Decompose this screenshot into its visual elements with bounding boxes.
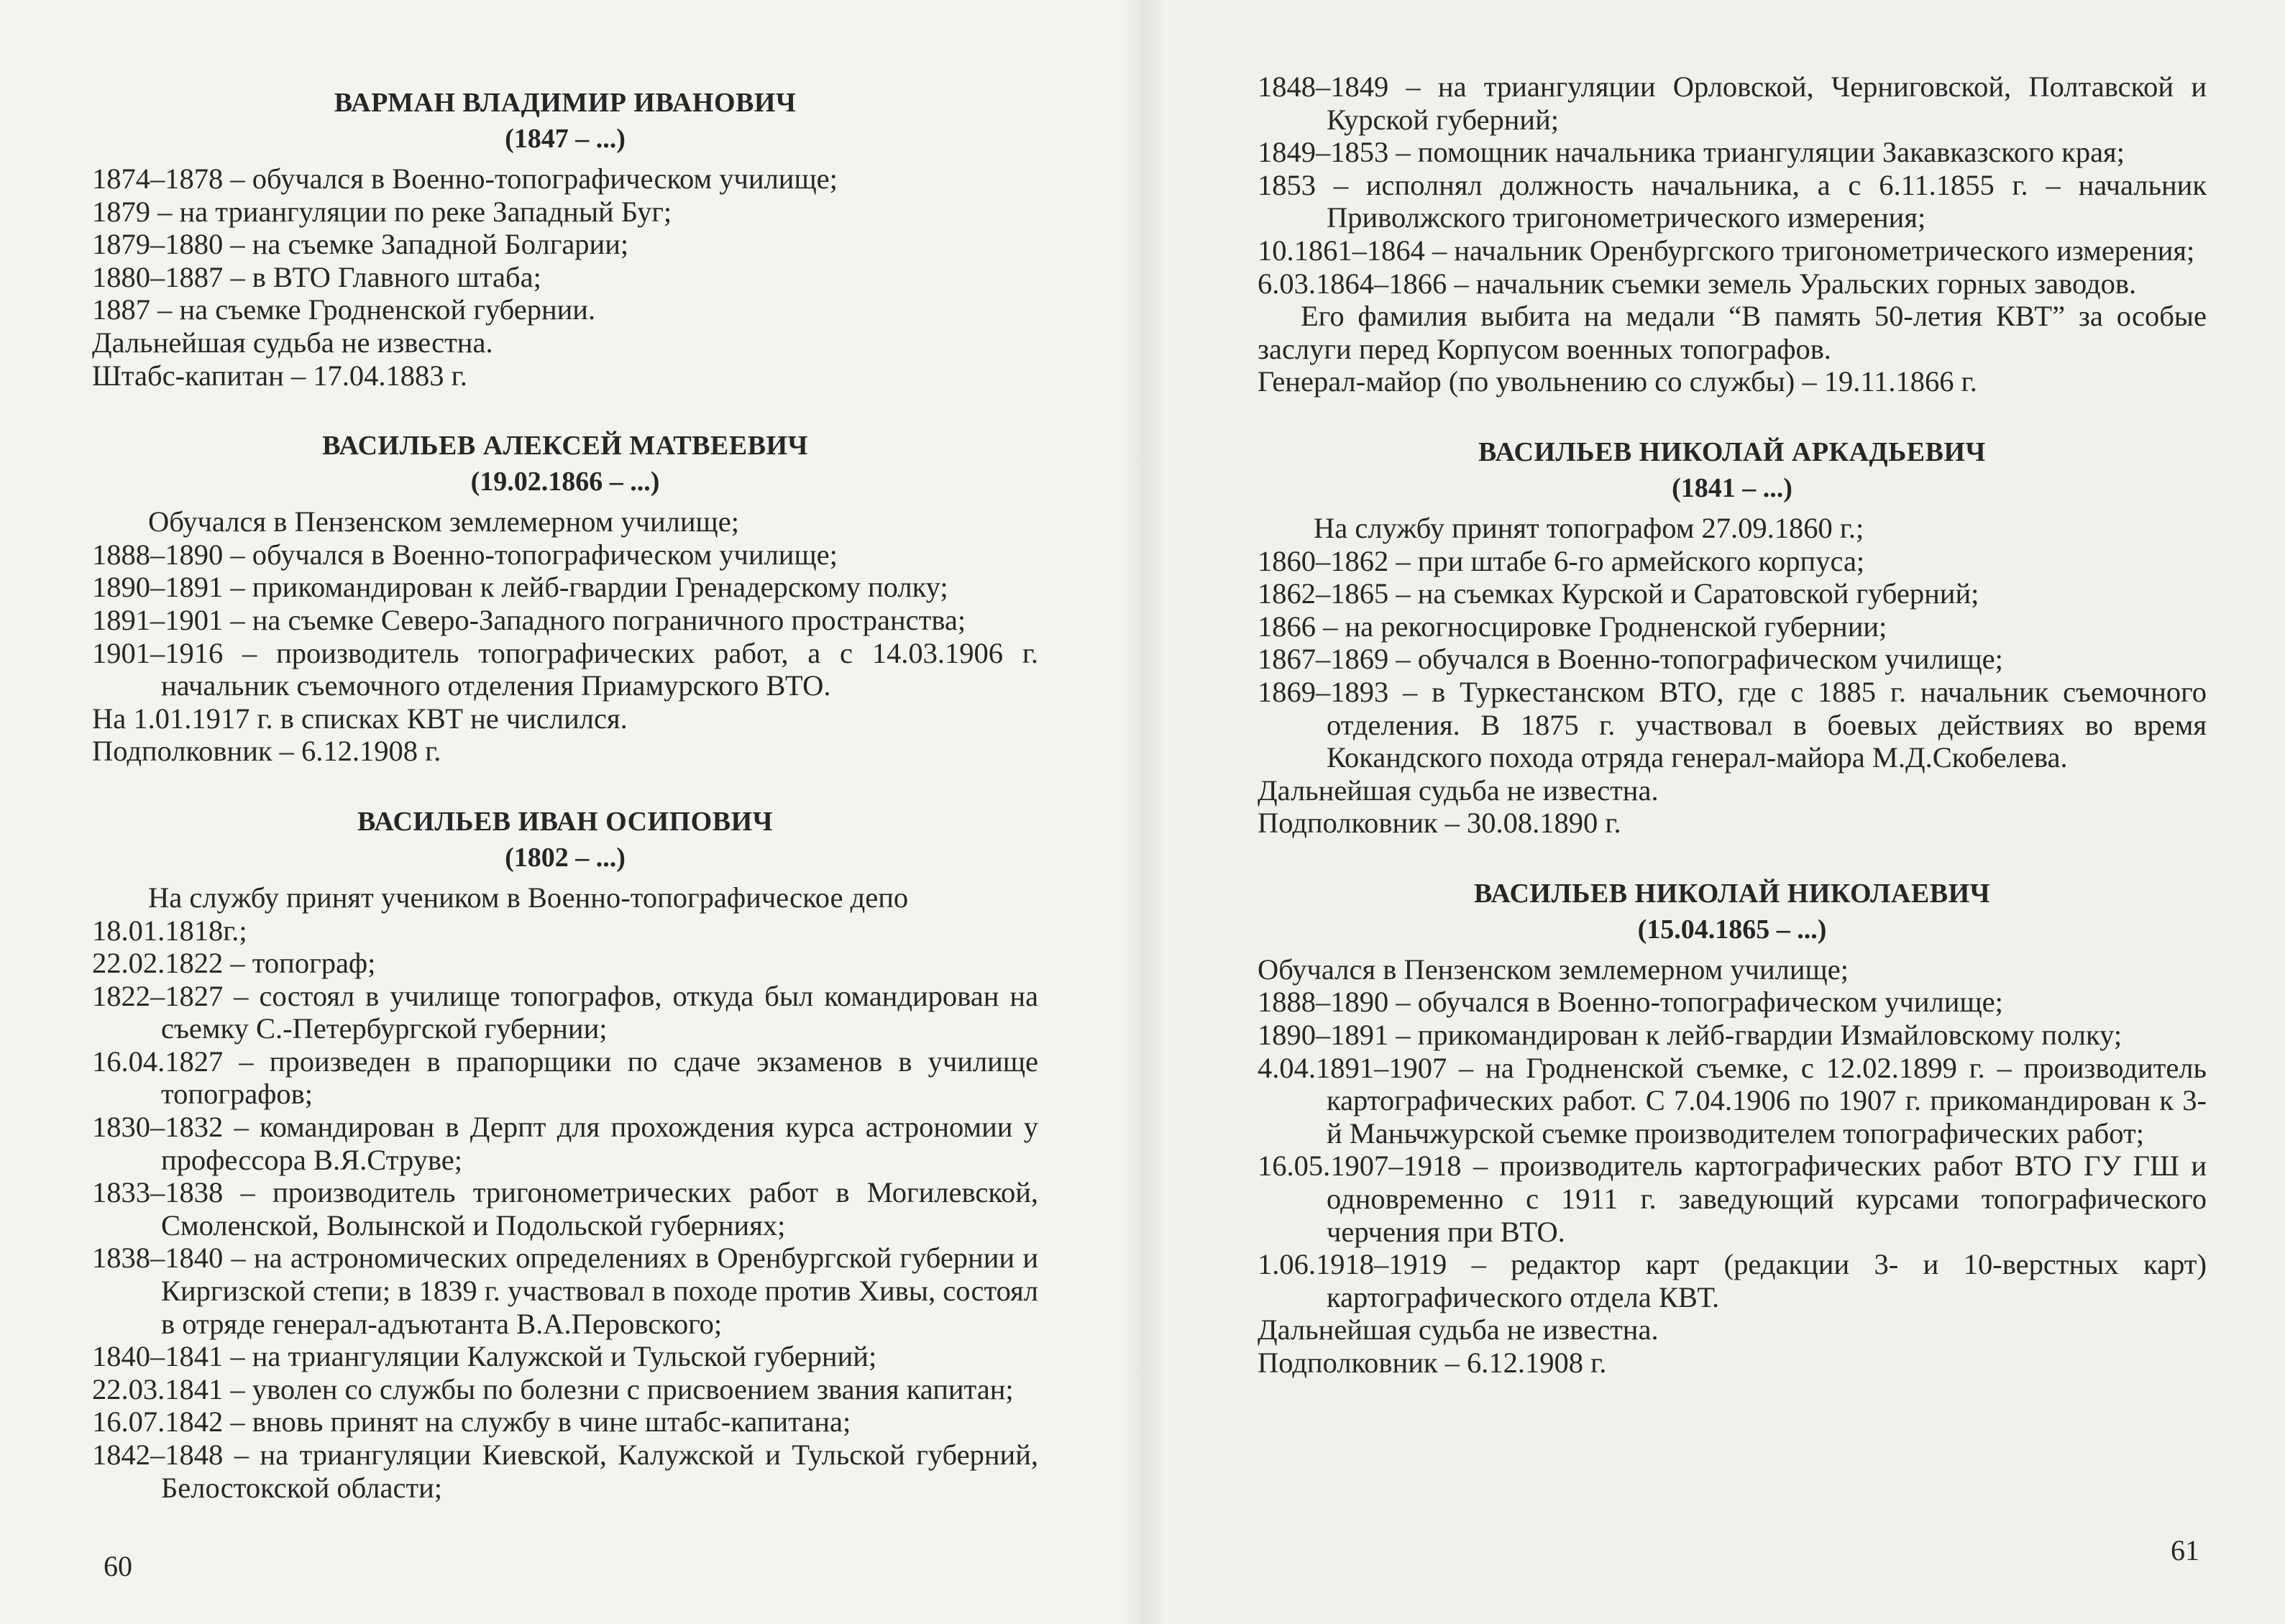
- biography-entry: [1258, 434, 2207, 840]
- book-gutter-shadow: [1122, 0, 1165, 1624]
- person-dates: (15.04.1865 – ...): [1637, 914, 1827, 945]
- biography-line: 22.02.1822 – топограф;: [92, 947, 376, 980]
- biography-line: 1867–1869 – обучался в Военно-топографическом училище;: [1258, 643, 2003, 676]
- biography-line: 1869–1893 – в Туркестанском ВТО, где с 1885 г. начальник съемочного отделения. В 1875 г. участвовал в боевых действиях во время Кокандского похода отряда генерал-майора М.Д.Скобелева.: [1258, 675, 2207, 774]
- biography-line: 1853 – исполнял должность начальника, а с 6.11.1855 г. – начальник Приволжского тригонометрического измерения;: [1258, 168, 2207, 234]
- biography-line: 1842–1848 – на триангуляции Киевской, Калужской и Тульской губерний, Белостокской области;: [92, 1439, 1038, 1504]
- rank-line: Подполковник – 30.08.1890 г.: [1258, 807, 1621, 840]
- biography-line: Дальнейшая судьба не известна.: [1258, 774, 1659, 807]
- biography-line: 1879–1880 – на съемке Западной Болгарии;: [92, 228, 629, 261]
- rank-line: Штабс-капитан – 17.04.1883 г.: [92, 359, 467, 392]
- biography-line: Дальнейшая судьба не известна.: [92, 326, 493, 359]
- biography-line: 16.07.1842 – вновь принят на службу в чине штабс-капитана;: [92, 1405, 851, 1439]
- biography-entry: [92, 428, 1038, 768]
- biography-line: 1849–1853 – помощник начальника триангуляции Закавказского края;: [1258, 136, 2125, 169]
- person-name: ВАСИЛЬЕВ АЛЕКСЕЙ МАТВЕЕВИЧ: [322, 431, 808, 462]
- biography-line: 1888–1890 – обучался в Военно-топографическом училище;: [92, 538, 838, 571]
- person-dates: (19.02.1866 – ...): [470, 467, 660, 497]
- biography-entry: [92, 804, 1038, 1504]
- biography-line: На службу принят учеником в Военно-топографическое депо: [148, 881, 909, 914]
- biography-line: 1860–1862 – при штабе 6-го армейского корпуса;: [1258, 544, 1865, 577]
- right-page: [1142, 0, 2285, 1624]
- rank-line: Подполковник – 6.12.1908 г.: [92, 735, 441, 768]
- left-page-column: [92, 85, 1038, 1540]
- biography-line: 4.04.1891–1907 – на Гродненской съемке, с 12.02.1899 г. – производитель картографических работ. С 7.04.1906 по 1907 г. прикомандирован к 3-й Маньчжурской съемке производителем топографических работ;: [1258, 1051, 2207, 1150]
- right-page-column: [1258, 70, 2207, 1416]
- biography-line: 1888–1890 – обучался в Военно-топографическом училище;: [1258, 986, 2003, 1019]
- biography-line: 18.01.1818г.;: [92, 914, 247, 947]
- biography-line: 16.04.1827 – произведен в прапорщики по сдаче экзаменов в училище топографов;: [92, 1045, 1038, 1111]
- page-number: 61: [2171, 1534, 2199, 1566]
- biography-line: На службу принят топографом 27.09.1860 г.;: [1314, 511, 1864, 544]
- biography-continuation: [1258, 70, 2207, 398]
- biography-line: 6.03.1864–1866 – начальник съемки земель Уральских горных заводов.: [1258, 267, 2137, 300]
- biography-line: 1890–1891 – прикомандирован к лейб-гвардии Измайловскому полку;: [1258, 1019, 2123, 1052]
- biography-line: 1833–1838 – производитель тригонометрических работ в Могилевской, Смоленской, Волынской и Подольской губерниях;: [92, 1176, 1038, 1242]
- biography-line: 22.03.1841 – уволен со службы по болезни с присвоением звания капитан;: [92, 1372, 1014, 1405]
- person-dates: (1847 – ...): [505, 124, 626, 154]
- person-name: ВАСИЛЬЕВ ИВАН ОСИПОВИЧ: [357, 806, 774, 837]
- biography-line: 1874–1878 – обучался в Военно-топографическом училище;: [92, 162, 838, 195]
- biography-line: 1880–1887 – в ВТО Главного штаба;: [92, 260, 541, 293]
- rank-line: Генерал-майор (по увольнению со службы) – 19.11.1866 г.: [1258, 365, 1977, 398]
- biography-line: На 1.01.1917 г. в списках КВТ не числился.: [92, 702, 628, 735]
- biography-line: 1891–1901 – на съемке Северо-Западного пограничного пространства;: [92, 603, 966, 636]
- biography-line: 1848–1849 – на триангуляции Орловской, Черниговской, Полтавской и Курской губерний;: [1258, 70, 2207, 136]
- biography-entry: [1258, 876, 2207, 1380]
- biography-line: 10.1861–1864 – начальник Оренбургского тригонометрического измерения;: [1258, 234, 2195, 267]
- page-number: 60: [104, 1550, 132, 1582]
- left-page: [0, 0, 1142, 1624]
- medal-note: Его фамилия выбита на медали “В память 50-летия КВТ” за особые заслуги перед Корпусом военных топографов.: [1258, 300, 2207, 365]
- biography-line: Обучался в Пензенском землемерном училище;: [148, 505, 739, 538]
- biography-line: 1890–1891 – прикомандирован к лейб-гвардии Гренадерскому полку;: [92, 571, 948, 604]
- biography-line: 1887 – на съемке Гродненской губернии.: [92, 293, 596, 326]
- biography-line: 1838–1840 – на астрономических определениях в Оренбургской губернии и Киргизской степи; в 1839 г. участвовал в походе против Хивы, состоял в отряде генерал-адъютанта В.А.Перовского;: [92, 1242, 1038, 1340]
- person-dates: (1841 – ...): [1672, 472, 1792, 503]
- biography-line: 1866 – на рекогносцировке Гродненской губернии;: [1258, 610, 1887, 643]
- biography-line: 1822–1827 – состоял в училище топографов, откуда был командирован на съемку С.-Петербургской губернии;: [92, 979, 1038, 1045]
- biography-line: 1901–1916 – производитель топографических работ, а с 14.03.1906 г. начальник съемочного отделения Приамурского ВТО.: [92, 636, 1038, 702]
- rank-line: Подполковник – 6.12.1908 г.: [1258, 1347, 1607, 1379]
- biography-line: 1.06.1918–1919 – редактор карт (редакции 3- и 10-верстных карт) картографического отдела КВТ.: [1258, 1248, 2207, 1313]
- biography-line: 1879 – на триангуляции по реке Западный Буг;: [92, 195, 672, 228]
- person-name: ВАРМАН ВЛАДИМИР ИВАНОВИЧ: [334, 88, 797, 118]
- person-name: ВАСИЛЬЕВ НИКОЛАЙ НИКОЛАЕВИЧ: [1473, 878, 1991, 909]
- biography-line: Дальнейшая судьба не известна.: [1258, 1313, 1659, 1347]
- biography-entry: [92, 85, 1038, 392]
- biography-line: Обучался в Пензенском землемерном училище;: [1258, 953, 1849, 986]
- biography-line: 1840–1841 – на триангуляции Калужской и Тульской губерний;: [92, 1340, 877, 1373]
- biography-line: 1862–1865 – на съемках Курской и Саратовской губерний;: [1258, 577, 1979, 610]
- person-dates: (1802 – ...): [505, 842, 626, 873]
- biography-line: 1830–1832 – командирован в Дерпт для прохождения курса астрономии у профессора В.Я.Струве;: [92, 1111, 1038, 1176]
- person-name: ВАСИЛЬЕВ НИКОЛАЙ АРКАДЬЕВИЧ: [1478, 436, 1986, 467]
- biography-line: 16.05.1907–1918 – производитель картографических работ ВТО ГУ ГШ и одновременно с 1911 г. заведующий курсами топографического черчения при ВТО.: [1258, 1150, 2207, 1248]
